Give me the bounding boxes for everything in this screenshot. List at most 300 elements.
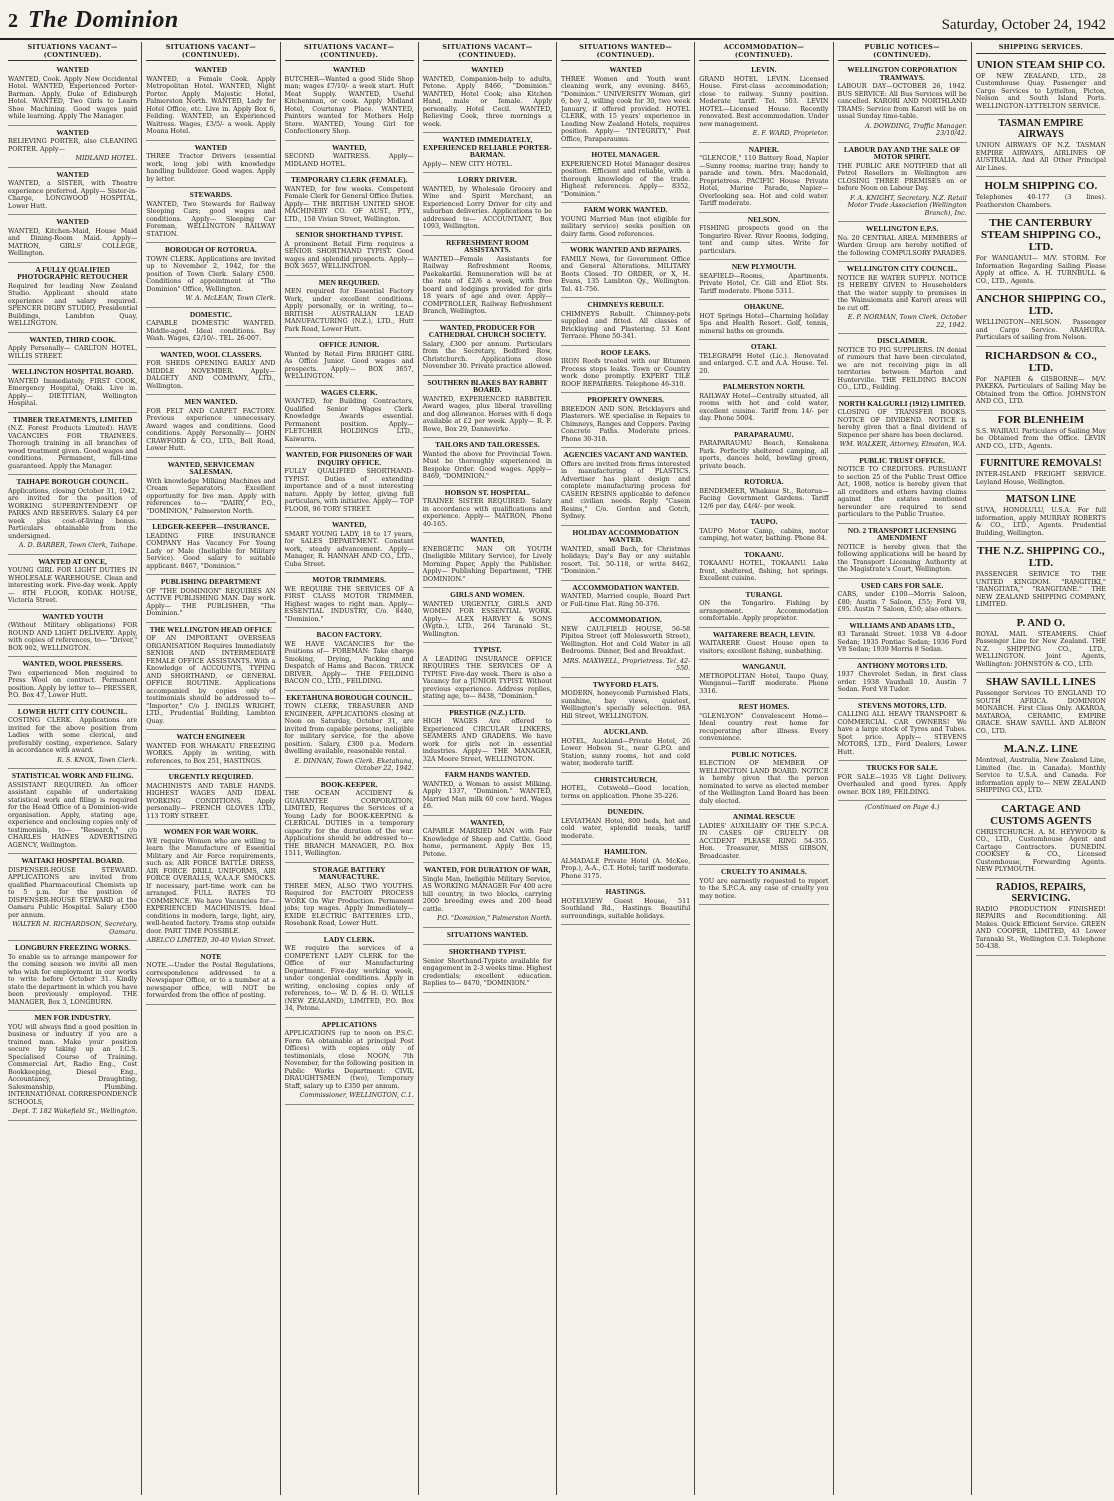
ad-headline: NOTE xyxy=(200,951,222,961)
ad-headline: RADIOS, REPAIRS, SERVICING. xyxy=(996,881,1086,904)
classified-ad xyxy=(146,770,275,825)
ad-body: WANTED—Female Assistants for Railway Refreshment Rooms, Paekakariki. Remuneration will be at the rate of £2/6 a week, with free board and lodgings provided for girls 18 years of age and over. Apply— COMPTROLLER, Railway Refreshment Branch, Wellington. xyxy=(422,254,552,315)
ad-body: WE require the services of a COMPETENT LADY CLERK for the Office of our Manufacturing Department. Five-day working week, under congenial conditions. Apply in writing, enclosing copies only of references, to— W. D. & H. O. WILLS (NEW ZEALAND), LIMITED, P.O. Box 34, Petone. xyxy=(284,944,414,1012)
ad-headline: BOROUGH OF ROTORUA. xyxy=(164,245,257,254)
ad-headline: HOBSON ST. HOSPITAL. xyxy=(444,487,530,497)
ad-headline: FARM WORK WANTED. xyxy=(583,205,668,214)
ad-body: YOUNG Married Man (not eligible for military service) seeks position on dairy farm. Good references. xyxy=(561,214,691,238)
ad-signature: ABELCO LIMITED, 30-40 Vivian Street. xyxy=(146,936,276,944)
ad-body: ASSISTANT REQUIRED. An officer assistant capable of undertaking statistical work and filing is required for the Head Office of a Dominion-wide organisation. Apply, stating age, experience and enclosing copies only of testimonials, to— "Research," c/o CHARLES HAINES ADVERTISING AGENCY, Wellington. xyxy=(8,780,138,849)
classified-ad xyxy=(699,700,828,748)
ad-headline: TYPIST. xyxy=(473,645,502,654)
classified-ad xyxy=(976,347,1106,411)
ad-headline: SITUATIONS WANTED. xyxy=(446,929,528,939)
ad-signature: W. A. McLEAN, Town Clerk. xyxy=(185,294,276,302)
ad-body: (N.Z. Forest Products Limited). HAVE VACANCIES FOR TRAINEES. Thorough training in all branches of wood treatment given. Good wages and conditions. Permanent, full-time guaranteed. Apply the Manager. xyxy=(8,424,138,470)
classified-ad xyxy=(838,659,967,699)
ad-body: PARAPARAUMU Beach, Kenakena Park. Perfectly sheltered camping, all sports, dances held, bowling green, private beach. xyxy=(699,439,829,470)
classified-ad xyxy=(146,308,275,348)
ad-signature: F. A. KNIGHT, Secretary. N.Z. Retail Motor Trade Association (Wellington Branch), Inc. xyxy=(847,193,967,217)
classified-ad xyxy=(561,725,690,773)
classified-ad xyxy=(146,141,275,189)
ad-headline: MATSON LINE xyxy=(1005,494,1076,505)
ad-body: WELLINGTON—NELSON. Passenger and Cargo Service. ARAHURA. Particulars of sailing from Nelson. xyxy=(975,318,1106,341)
column-5 xyxy=(557,42,695,1495)
ad-body: TAUPO Motor Camp, cabins, motor camping, hot water, bathing. Phone 84. xyxy=(699,526,829,542)
ad-signature: E. P. NORMAN, Town Clerk. October 22, 1942. xyxy=(847,313,967,329)
ad-body: LADIES' AUXILIARY OF THE S.P.C.A. IN CASES OF CRUELTY OR ACCIDENT PLEASE RING 54-355. Hon. Treasurer, MISS GIBSON, Broadcaster. xyxy=(699,821,829,860)
ad-headline: MEN REQUIRED. xyxy=(318,277,380,287)
classified-ad xyxy=(146,458,275,521)
classified-ad xyxy=(976,177,1106,214)
ad-headline: PROPERTY OWNERS. xyxy=(587,395,664,404)
ad-headline: TIMBER TREATMENTS, LIMITED xyxy=(12,414,133,424)
classified-ad xyxy=(838,63,967,143)
column-2 xyxy=(142,42,280,1495)
classified-ad xyxy=(423,945,552,993)
ad-body: CHRISTCHURCH. A. M. HEYWOOD & CO., LTD., Customhouse Agent and Cartage Contractors. DUNEDIN. COOKSEY & CO., Licensed Customhouse, Forwarding Agents. NEW PLYMOUTH. xyxy=(975,827,1106,873)
classified-ad xyxy=(838,699,967,762)
ad-headline: REST HOMES. xyxy=(738,702,790,711)
ad-signature: WM. WALKER, Attorney. Elmaton, W.A. xyxy=(839,440,967,448)
ad-headline: WAITAKI HOSPITAL BOARD. xyxy=(21,856,124,865)
ad-headline: LOWER HUTT CITY COUNCIL. xyxy=(17,706,128,716)
ad-headline: WANTED AT ONCE, xyxy=(38,556,107,566)
ad-body: CHIMNEYS Rebuilt. Chimney-pots supplied and fitted. All classes of Bricklaying and Plastering. 53 Kent Terrace. Phone 50-341. xyxy=(561,309,691,340)
classified-ad xyxy=(423,643,552,706)
ad-headline: WELLINGTON CITY COUNCIL. xyxy=(846,264,958,273)
classified-ad xyxy=(285,573,414,628)
classified-ad xyxy=(146,63,275,141)
classified-ad xyxy=(423,173,552,236)
classified-ad xyxy=(146,730,275,770)
ad-headline: WANTED, SERVICEMAN SALESMAN. xyxy=(167,459,255,476)
ad-body: TOWN CLERK, TREASURER AND ENGINEER. APPLICATIONS closing at Noon on Saturday, October 31, are invited from capable persons, ineligible for military service, for the above position. Salary, £300 p.a. Modern dwelling available, reasonable rental. xyxy=(284,702,414,755)
newspaper-columns xyxy=(0,40,1114,1495)
classified-ad xyxy=(423,816,552,864)
ad-headline: MEN FOR INDUSTRY. xyxy=(34,1013,111,1022)
ad-headline: EKETAHUNA BOROUGH COUNCIL. xyxy=(286,692,412,702)
classified-ad xyxy=(285,863,414,933)
classified-ad xyxy=(976,879,1106,956)
ad-body: With knowledge Milking Machines and Cream Separators. Excellent opportunity for live man. Apply with references to— "DAIRY," P.O., "DOMINION," Palmerston North. xyxy=(146,476,276,515)
ad-headline: NO. 2 TRANSPORT LICENSING AMENDMENT xyxy=(847,525,957,542)
ad-body: MACHINISTS AND TABLE HANDS. HIGHEST WAGES AND IDEAL WORKING CONDITIONS. Apply personally— FRENCH GLOVES LTD., 113 TORY STREET. xyxy=(146,781,276,820)
ad-body: BENDEMEER, Whakaue St., Rotorua—Facing Government Gardens. Tariff 12/6 per day, £4/4/- per week. xyxy=(699,486,829,510)
ad-signature: E. DINNAN, Town Clerk. Eketahuna, October 22, 1942. xyxy=(294,756,414,772)
ad-signature: MIDLAND HOTEL. xyxy=(75,154,138,162)
classified-ad xyxy=(838,222,967,262)
ad-headline: THE CANTERBURY STEAM SHIPPING CO., LTD. xyxy=(980,217,1101,253)
ad-headline: ROTORUA. xyxy=(744,477,784,486)
ad-headline: LADY CLERK. xyxy=(323,934,375,944)
ad-body: A LEADING INSURANCE OFFICE REQUIRES THE SERVICES OF A TYPIST. Five-day week. There is also a Vacancy for a JUNIOR TYPIST. Without previous experience. Address replies, stating age, to— 8438, "Dominion." xyxy=(422,654,552,700)
ad-body: CLOSING OF TRANSFER BOOKS. NOTICE OF DIVIDEND. NOTICE is hereby given that a final dividend of Sixpence per share has been declared. xyxy=(837,408,967,439)
ad-headline: WANTED, WOOL PRESSERS. xyxy=(22,659,123,668)
classified-ad xyxy=(838,262,967,334)
ad-body: WANTED, Kitchen-Maid, House Maid and Dining-Room Maid. Apply— MATRON, GIRLS' COLLEGE, Wellington. xyxy=(8,226,138,257)
ad-headline: TAUPO. xyxy=(750,517,778,526)
column-heading: SHIPPING SERVICES. xyxy=(976,42,1106,54)
ad-headline: WELLINGTON E.P.S. xyxy=(865,224,939,233)
ad-body: Wanted by Retail Firm BRIGHT GIRL As Office Junior. Good wages and prospects. Apply— BOX 3657, WELLINGTON. xyxy=(284,349,414,380)
ad-body: CALLING ALL HEAVY TRANSPORT & COMMERCIAL CAR OWNERS! We have a large stock of Tyres and Tubes. Spot price. Apply— STEVENS MOTORS, LTD., Ford Dealers, Lower Hutt. xyxy=(837,710,967,756)
ad-headline: WANTED, PRODUCER FOR CATHEDRAL CHURCH SOCIETY. xyxy=(428,322,546,339)
ad-signature: A. D. BARBER, Town Clerk, Taihape. xyxy=(18,541,138,549)
column-8 xyxy=(972,42,1110,1495)
ad-headline: TAILORS AND TAILORESSES. xyxy=(435,440,540,449)
classified-ad xyxy=(699,588,828,628)
ad-body: UNION AIRWAYS OF N.Z. TASMAN EMPIRE AIRWAYS, AIRLINES OF AUSTRALIA. And All Other Principal Air Lines. xyxy=(975,141,1106,172)
ad-headline: TASMAN EMPIRE AIRWAYS xyxy=(998,118,1084,140)
classified-ad xyxy=(976,673,1106,740)
ad-headline: LONGBURN FREEZING WORKS. xyxy=(15,943,131,952)
ad-headline: WANTED xyxy=(194,65,228,74)
classified-ad xyxy=(146,243,275,308)
classified-ad xyxy=(699,748,828,811)
ad-body: CAPABLE DOMESTIC WANTED. Middle-aged. Ideal conditions. Bay Wash. Wages, £2/10/-. TEL. 26-007. xyxy=(146,319,276,342)
column-heading: SITUATIONS VACANT—(CONTINUED). xyxy=(285,42,414,61)
classified-ad xyxy=(561,148,690,203)
ad-headline: TRUCKS FOR SALE. xyxy=(866,763,938,772)
ad-body: SUVA, HONOLULU, U.S.A. For full information, apply MURRAY ROBERTS & CO., LTD., Agents. Prudential Building, Wellington. xyxy=(975,506,1106,537)
ad-headline: WANTED xyxy=(56,65,89,74)
classified-ad xyxy=(285,448,414,518)
ad-body: A prominent Retail Firm requires a SENIOR SHORTHAND TYPIST. Good wages and splendid prospects. Apply— BOX 3657, WELLINGTON. xyxy=(284,239,414,270)
ad-headline: ANIMAL RESCUE xyxy=(732,812,795,821)
ad-body: WANTED, Married couple, Board Part or Full-time Flat. Ring 50-376. xyxy=(561,592,691,608)
ad-body: HOTEL, Cotswold—Good location, terms on application. Phone 35-226. xyxy=(561,784,691,800)
classified-ad xyxy=(423,768,552,816)
ad-headline: WAGES CLERK. xyxy=(320,387,378,397)
classified-ad xyxy=(285,628,414,691)
ad-body: ON the Tongariro. Fishing by arrangement. Accommodation comfortable. Apply proprietor. xyxy=(699,599,829,622)
ad-headline: SHORTHAND TYPIST. xyxy=(448,947,526,956)
ad-body: TRAINEE SISTER REQUIRED. Salary in accordance with qualifications and experience. Apply— MATRON, Phone 40-165. xyxy=(422,497,552,528)
ad-body: Senior Shorthand-Typiste available for engagement in 2-3 weeks time. Highest credentials; excellent education. Replies to— 8470, "DOMINION." xyxy=(422,956,552,987)
ad-body: FULLY QUALIFIED SHORTHAND-TYPIST. Duties of extending importance and of a most interesting nature. Apply by letter, giving full particulars, with initiative. Apply— TOP FLOOR, 96 TORY STREET. xyxy=(284,467,414,513)
ad-headline: WANTED xyxy=(194,142,228,152)
ad-body: RADIO PRODUCTION FINISHED! REPAIRS and Reconditioning. All Makes. Quick Efficient Service. GREEN AND COOPER, LIMITED, 43 Lower Taranaki St., Wellington C.3. Telephone 50-438. xyxy=(975,904,1106,950)
ad-headline: UNION STEAM SHIP CO. xyxy=(976,58,1106,71)
ad-headline: HOLIDAY ACCOMMODATION WANTED. xyxy=(572,527,679,544)
ad-body: TOKAANU HOTEL, TOKAANU. Lake front, sheltered, fishing, hot springs. Excellent cuisine. xyxy=(699,559,829,582)
ad-body: NOTICE TO PIG SUPPLIERS. IN denial of rumours that have been circulated, we are not receiving pigs in all territories between Marton and Hunterville. THE FEILDING BACON CO., LTD., Feilding. xyxy=(837,345,967,391)
classified-ad xyxy=(838,619,967,659)
ad-headline: SOUTHERN BLAKES BAY RABBIT BOARD. xyxy=(427,377,548,394)
ad-body: BUTCHER—Wanted a good Slide Shop man; wages £7/10/- a week start. Hutt Meat Supply. WANTED, Useful Kitchenman, or cook. Apply Midland Hotel, Courtenay Place. WANTED, Painters wanted for Mothers Help Store. WANTED, Young Girl for Confectionery Shop. xyxy=(284,74,414,135)
classified-ad xyxy=(976,411,1106,456)
ad-headline: M.A.N.Z. LINE xyxy=(1003,743,1078,755)
ad-body: "GLENLYON" Convalescent Home—Ideal country rest home for recuperating after illness. Every convenience. xyxy=(699,711,829,742)
ad-headline: WANTED, WOOL CLASSERS. xyxy=(160,349,262,359)
ad-body: WE REQUIRE THE SERVICES OF A FIRST CLASS MOTOR TRIMMER. Highest wages to right man. Apply— ESSENTIAL INDUSTRY, C/o. 8440, "Dominion." xyxy=(284,584,414,623)
ad-headline: ROOF LEAKS. xyxy=(600,347,651,357)
classified-ad xyxy=(146,825,275,950)
ad-headline: HOLM SHIPPING CO. xyxy=(984,180,1098,192)
ad-body: METROPOLITAN Hotel, Taupo Quay, Wanganui—Tariff moderate. Phone 3316. xyxy=(699,671,829,695)
ad-headline: WANTED IMMEDIATELY, EXPERIENCED RELIABLE PORTER-BARMAN. xyxy=(423,135,552,159)
classified-ad xyxy=(838,761,967,801)
column-heading: SITUATIONS WANTED—(CONTINUED). xyxy=(561,42,690,61)
newspaper-title: The Dominion xyxy=(28,7,179,33)
masthead xyxy=(0,0,1114,40)
classified-ad xyxy=(561,298,690,346)
ad-body: Two experienced Men required to Press Wool on contract. Permanent position. Apply by letter to— PRESSER, P.O. Box 47, Lower Hutt. xyxy=(8,668,138,699)
classified-ad xyxy=(561,678,690,726)
ad-body: NEW CAULFIELD HOUSE, 56-58 Pipitea Street (off Molesworth Street), Wellington. Hot and Cold Water in all Bedrooms. Dinner, Bed and Breakfast. xyxy=(561,624,691,655)
ad-headline: PALMERSTON NORTH. xyxy=(722,382,805,391)
classified-ad xyxy=(976,290,1106,347)
classified-ad xyxy=(285,63,414,141)
classified-ad xyxy=(561,346,690,394)
ad-headline: NAPIER. xyxy=(748,144,779,154)
classified-ad xyxy=(976,740,1106,800)
classified-ad xyxy=(8,854,137,941)
ad-headline: OHAKUNE. xyxy=(743,302,784,311)
ad-headline: WANTED, xyxy=(331,520,367,529)
classified-ad xyxy=(8,63,137,126)
ad-headline: DUNEDIN. xyxy=(607,807,644,816)
classified-ad xyxy=(699,380,828,428)
classified-ad xyxy=(8,1011,137,1121)
ad-body: WE require Women who are willing to learn the Manufacture of Essential Military and Air Force requirements, such as: AIR FORCE BATTLE DRESS, AIR FORCE DRILL UNIFORMS, AIR FORCE OVERALLS, W.A.A.F. SMOCKS. If necessary, part-time work can be arranged. FULL RATES TO COMMENCE. We have Vacancies for— EXPERIENCED MACHINISTS. Ideal conditions in modern, large, light, airy, well-heated factory. Trams stop outside door. PART TIME POSSIBLE. xyxy=(146,836,276,935)
ad-headline: PUBLIC TRUST OFFICE. xyxy=(859,455,945,465)
classified-ad xyxy=(561,581,690,614)
ad-headline: CRUELTY TO ANIMALS. xyxy=(721,867,807,876)
continued-note: (Continued on Page 4.) xyxy=(864,803,940,811)
classified-ad xyxy=(8,769,137,854)
ad-body: (Without Military obligations) FOR ROUND AND LIGHT DELIVERY. Apply, with copies of references, to— "Driver," BOX 902, WELLINGTON. xyxy=(8,621,138,652)
ad-headline: SHAW SAVILL LINES xyxy=(986,676,1096,688)
classified-ad xyxy=(976,800,1106,879)
ad-headline: WANTED, xyxy=(331,142,367,152)
ad-body: THE PUBLIC ARE NOTIFIED that all Petrol Resellers in Wellington are CLOSING THREE PREMISES on or before Noon on Labour Day. xyxy=(837,161,967,192)
classified-ad xyxy=(285,778,414,863)
classified-ad xyxy=(699,515,828,548)
ad-headline: FARM HANDS WANTED. xyxy=(444,770,531,779)
ad-headline: WORK WANTED AND REPAIRS. xyxy=(569,245,682,254)
ad-body: WANTED URGENTLY, GIRLS AND WOMEN FOR ESSENTIAL WORK. Apply— ALEX HARVEY & SONS (Wgtn.), LTD., 264 Taranaki St., Wellington. xyxy=(422,599,552,638)
ad-headline: NEW PLYMOUTH. xyxy=(731,262,796,271)
ad-body: Offers are invited from firms interested in manufacturing of PLASTICS. Advertiser has plant design and complete manufacturing process for CASEIN RESINS applicable to defence and civilian needs. Reply "Casein Resins," C/o. Gordon and Gotch, Sydney. xyxy=(561,459,691,520)
ad-headline: SENIOR SHORTHAND TYPIST. xyxy=(295,230,403,239)
classified-ad xyxy=(423,863,552,928)
ad-headline: PRESTIGE (N.Z.) LTD. xyxy=(449,707,526,717)
classified-ad xyxy=(8,365,137,413)
classified-ad xyxy=(285,173,414,228)
classified-ad xyxy=(699,63,828,143)
classified-ad xyxy=(8,168,137,216)
ad-body: Single Man, Ineligible Military Service, AS WORKING MANAGER For 400 acre hill country, in two blocks, carrying 2000 breeding ewes and 200 head cattle. xyxy=(422,874,552,913)
classified-ad xyxy=(561,393,690,448)
ad-body: WANTED, for few weeks. Competent Female Clerk for General Office Duties. Apply— THE BRITISH UNITED SHOE MACHINERY CO. OF AUST., PTY., LTD., 158 Vivian Street, Wellington. xyxy=(284,184,414,223)
classified-ad xyxy=(285,276,414,339)
column-heading: PUBLIC NOTICES—(CONTINUED). xyxy=(838,42,967,61)
ad-body: WANTED FOR WHAKATU FREEZING WORKS. Apply in writing, with references, to Box 251, HASTINGS. xyxy=(146,741,276,765)
classified-ad xyxy=(285,386,414,449)
classified-ad xyxy=(285,691,414,778)
ad-headline: STATISTICAL WORK AND FILING. xyxy=(11,771,134,780)
ad-body: NOTICE is hereby given that the following applications will be heard by the Transport Licensing Authority at the Magistrate's Court, Wellington. xyxy=(837,542,967,573)
ad-headline: WELLINGTON HOSPITAL BOARD. xyxy=(11,367,134,376)
ad-headline: MOTOR TRIMMERS. xyxy=(312,575,386,584)
ad-headline: CHRISTCHURCH. xyxy=(594,774,658,784)
ad-headline: WANTED, xyxy=(470,817,505,827)
ad-headline: REFRESHMENT ROOM ASSISTANTS. xyxy=(446,237,529,254)
ad-body: Wanted the above for Provincial Town. Must be thoroughly experienced in Bespoke Order. Good wages. Apply— 8469, "DOMINION." xyxy=(422,449,552,480)
ad-headline: WAITARERE BEACH, LEVIN. xyxy=(712,629,815,639)
ad-body: IRON Roofs treated with our Bitumen Process stops leaks. Town or Country work done promptly. EXPERT TILE ROOF REPAIRERS. Telephone 46-310. xyxy=(561,357,691,388)
ad-body: ELECTION OF MEMBER OF WELLINGTON LAND BOARD. NOTICE is hereby given that the person nominated to serve as elected member of the Wellington Land Board has been duly elected. xyxy=(699,759,829,805)
ad-body: THE OCEAN ACCIDENT & GUARANTEE CORPORATION, LIMITED, Requires the Services of a Young Lady for BOOK-KEEPING & CLERICAL DUTIES in a temporary capacity for the duration of the war. Applications should be addressed to— THE BRANCH MANAGER, P.O. Box 1511, Wellington. xyxy=(284,789,414,857)
ad-body: NOTICE TO CREDITORS. PURSUANT to section 25 of the Public Trust Office Act, 1908, notice is hereby given that all creditors and others having claims against the estates mentioned hereunder are required to send particulars to the Public Trustee. xyxy=(837,465,967,518)
classified-ad xyxy=(146,575,275,623)
classified-ad xyxy=(976,56,1106,116)
ad-body: 1937 Chevrolet Sedan, in first class order. 1938 Vauxhall 10. Austin 7 Sedan. Ford V8 Tudor. xyxy=(837,670,967,693)
classified-ad xyxy=(8,705,137,770)
classified-ad xyxy=(8,610,137,658)
ad-headline: NELSON. xyxy=(747,214,780,224)
ad-body: YOUNG GIRL FOR LIGHT DUTIES IN WHOLESALE WAREHOUSE. Clean and interesting work. Five-day week. Apply— 8TH FLOOR, KODAK HOUSE, Victoria Street. xyxy=(8,566,138,604)
ad-body: FISHING prospects good on the Tongariro River. River Rooms, lodging, tent and camp sites. Write for particulars. xyxy=(699,224,829,255)
classified-ad xyxy=(699,865,828,905)
ad-body: LABOUR DAY—OCTOBER 26, 1942. BUS SERVICE: All Bus Services will be cancelled. KARORI AND NORTHLAND TRAMS: Service from Karori will be on usual Sunday time-table. xyxy=(837,82,967,120)
ad-headline: APPLICATIONS xyxy=(321,1019,377,1029)
ad-headline: LORRY DRIVER. xyxy=(457,175,517,184)
classified-ad xyxy=(976,614,1106,674)
classified-ad xyxy=(561,63,690,148)
ad-body: OF "THE DOMINION" REQUIRES AN ACTIVE PUBLISHING MAN. Day work. Apply— THE PUBLISHER, "The Dominion." xyxy=(146,586,276,617)
ad-headline: FOR BLENHEIM xyxy=(997,413,1085,426)
classified-ad xyxy=(8,475,137,555)
ad-body: WANTED, EXPERIENCED RABBITER. Award wages, plus liberal travelling and dog allowance. Horses with 6 dogs available at £2 per week. Apply— R. F. Rowe, Box 29, Dannevirke. xyxy=(422,394,552,433)
classified-ad xyxy=(8,555,137,610)
classified-ad xyxy=(423,706,552,769)
classified-ad xyxy=(561,773,690,806)
ad-headline: HAMILTON. xyxy=(604,847,648,856)
classified-ad xyxy=(146,348,275,396)
classified-ad xyxy=(561,448,690,526)
column-7 xyxy=(834,42,972,1495)
ad-headline: CARTAGE AND CUSTOMS AGENTS xyxy=(990,802,1092,827)
ad-headline: WANTED, FOR PRISONERS OF WAR INQUIRY OFFICE. xyxy=(285,450,413,467)
classified-ad xyxy=(699,628,828,661)
classified-ad xyxy=(699,340,828,380)
masthead-left xyxy=(8,7,179,34)
ad-body: TOWN CLERK. Applications are invited up to November 2, 1942, for the position of Town Clerk. Salary £500. Conditions of appointment at "The Dominion" Office, Wellington. xyxy=(146,254,276,293)
ad-body: HOTELVIEW Guest House, 511 Southland Rd., Hastings. Beautiful surroundings, suitable holidays. xyxy=(561,896,691,920)
issue-date: Saturday, October 24, 1942 xyxy=(941,17,1106,33)
classified-ad xyxy=(976,542,1106,614)
ad-headline: WANTED xyxy=(471,65,504,74)
ad-body: WANTED, for Building Contractors, Qualified Senior Wages Clerk. Knowledge Awards essential. Permanent position. Apply— FLETCHER HOLDINGS LTD., Kaiwarra. xyxy=(284,397,414,443)
ad-headline: URGENTLY REQUIRED. xyxy=(168,772,254,781)
ad-headline: P. AND O. xyxy=(1016,616,1066,629)
classified-ad xyxy=(699,548,828,588)
ad-headline: TOKAANU. xyxy=(744,549,784,559)
ad-body: OF NEW ZEALAND, LTD., 28 Customhouse Quay. Passenger and Cargo Services to Lyttelton, Picton, Nelson and South Island Ports. WELLINGTON-LYTTELTON SERVICE. xyxy=(975,71,1106,110)
ad-signature: P.O. "Dominion," Palmerston North. xyxy=(437,914,552,922)
ad-headline: STEWARDS. xyxy=(189,190,233,199)
classified-ad xyxy=(8,215,137,263)
classified-ad xyxy=(423,928,552,946)
ad-body: TELEGRAPH Hotel (Lic.). Renovated and enlarged. C.T. and A.A. House. Tel. 20. xyxy=(699,351,829,375)
ad-headline: DISCLAIMER. xyxy=(877,336,928,345)
classified-ad xyxy=(561,203,690,243)
classified-ad xyxy=(285,338,414,386)
ad-headline: WILLIAMS AND ADAMS LTD., xyxy=(849,620,955,630)
ad-body: To enable us to arrange manpower for the coming season we invite all men who wish for employment in our works to write before October 31. Kindly state the department in which you have been previously employed. THE MANAGER, Box 3, LONGBURN. xyxy=(8,952,138,1006)
classified-ad xyxy=(699,810,828,865)
ad-body: WANTED, by Wholesale Grocery and Wine and Spirit Merchant, an Experienced Lorry Driver for city and suburban deliveries. Applications to be addressed to— ACCOUNTANT, Box 1093, Wellington. xyxy=(422,184,552,230)
ad-body: DISPENSER-HOUSE STEWARD. APPLICATIONS are invited from qualified Pharmaceutical Chemists up to 5 p.m. for the position of DISPENSER-HOUSE STEWARD at the Oamaru Public Hospital. Salary £500 per annum. xyxy=(8,865,138,919)
ad-headline: WANTED, FOR DURATION OF WAR, xyxy=(424,865,551,874)
classified-ad xyxy=(423,236,552,321)
ad-body: Apply— NEW CITY HOTEL. xyxy=(422,159,513,168)
ad-body: Passenger Services TO ENGLAND TO SOUTH AFRICA. DOMINION MONARCH. First Class Only. AKAROA, MATAROA, CERAMIC, EMPIRE GRACE. SHAW SAVILL AND ALBION CO., LTD. xyxy=(975,689,1106,735)
classified-ad xyxy=(423,533,552,588)
ad-headline: MEN WANTED. xyxy=(184,397,238,406)
classified-ad xyxy=(285,518,414,573)
classified-ad xyxy=(838,397,967,454)
ad-body: Applications, closing October 31, 1942, are invited for the position of WORKING SUPERINTENDENT OF PARKS AND RESERVES. Salary £4 per week plus cost-of-living bonus. Particulars obtainable from the undersigned. xyxy=(8,486,138,540)
ad-body: For NAPIER & GISBORNE— M/V. PAKEKA. Particulars of Sailing May be Obtained from the Office. JOHNSTON AND CO., LTD. xyxy=(975,374,1106,405)
page-number: 2 xyxy=(8,10,18,32)
classified-ad xyxy=(976,491,1106,542)
ad-body: COSTING CLERK. Applications are invited for the above position from Ladies with some clerical, and preferably costing, experience. Salary in accordance with award. xyxy=(8,716,138,754)
ad-headline: TURANGI. xyxy=(745,589,783,599)
ad-headline: TWYFORD FLATS. xyxy=(592,679,659,689)
ad-body: CARS, under £100—Morris Saloon, £80; Austin 7 Saloon, £55; Ford V8, £95. Austin 7 Saloon, £50; also others. xyxy=(837,590,967,613)
ad-headline: DOMESTIC. xyxy=(189,309,232,319)
ad-body: LEADING FIRE INSURANCE COMPANY Has Vacancy For Young Lady or Male (Ineligible for Military Service). Good salary to suitable applicant. 8467, "Dominion." xyxy=(146,531,276,570)
ad-headline: WANTED xyxy=(332,65,366,74)
ad-signature: WALTER M. RICHARDSON, Secretary. Oamaru. xyxy=(12,920,138,936)
ad-body: YOU will always find a good position in business or industry if you are a trained man. Make your position secure by taking up an I.C.S. Specialised Course of Training. Commercial Art, Radio Eng., Cost Bookkeeping, Diesel Eng., Accountancy, Draughting, Salesmanship, Plumbing. INTERNATIONAL CORRESPONDENCE SCHOOLS, xyxy=(8,1022,138,1106)
ad-headline: A FULLY QUALIFIED PHOTOGRAPHIC RETOUCHER xyxy=(17,264,129,281)
ad-body: INTER-ISLAND FREIGHT SERVICE. Leyland House, Wellington. xyxy=(975,470,1106,486)
ad-signature: MRS. MAXWELL, Proprietress. Tel. 42-550. xyxy=(563,656,691,672)
ad-body: WANTED, Companion-help to adults, Petone. Apply 8466, "Dominion." WANTED, Hotel Cook; also Kitchen Hand, male or female. Apply personally. Hotel Cecil. WANTED, Relieving Cook, three mornings a week. xyxy=(422,74,552,128)
ad-headline: WANTED xyxy=(56,217,89,226)
column-heading: SITUATIONS VACANT—(CONTINUED). xyxy=(423,42,552,61)
ad-body: WANTED, a SISTER, with Theatre experience preferred. Apply— Sister-in-Charge, LONGWOOD HOSPITAL, Lower Hutt. xyxy=(8,179,138,210)
ad-headline: GIRLS AND WOMEN. xyxy=(450,590,525,599)
ad-headline: PUBLISHING DEPARTMENT xyxy=(160,577,261,586)
ad-headline: LABOUR DAY AND THE SALE OF MOTOR SPIRIT. xyxy=(843,144,961,161)
ad-body: EXPERIENCED Hotel Manager desires position. Efficient and reliable, with a thorough knowledge of the trade. Highest references. Apply— 8352, "Dominion." xyxy=(561,159,691,198)
ad-body: WAITARERE Guest House open to visitors; excellent fishing, sunbathing. xyxy=(699,639,829,655)
ad-body: ALMADALE Private Hotel (A. McKee, Prop.), A-A., C.T. Hotel; tariff moderate. Phone 3175. xyxy=(561,856,691,880)
classified-ad xyxy=(146,520,275,575)
ad-headline: WANGANUI. xyxy=(742,662,786,671)
ad-headline: NORTH KALGURLI (1912) LIMITED. xyxy=(838,398,966,408)
ad-body: WANTED Immediately, FIRST COOK, Emergency Hospital, Otaki. Live in. Apply— DIETITIAN, Wellington Hospital. xyxy=(8,376,138,407)
ad-headline: ANCHOR SHIPPING CO., LTD. xyxy=(976,293,1106,317)
classified-ad xyxy=(699,475,828,515)
ad-headline: THE WELLINGTON HEAD OFFICE xyxy=(149,624,273,634)
ad-headline: PUBLIC NOTICES. xyxy=(731,749,797,759)
classified-ad xyxy=(8,657,137,705)
ad-body: Required for leading New Zealand Studio. Applicant should state experience and salary required. SPENCER DIGBY STUDIO, Presidential Buildings, Lambton Quay, WELLINGTON. xyxy=(8,281,138,327)
ad-body: WANTED, a Woman to assist Milking. Apply 1337, "Dominion." WANTED, Married Man milk 60 cow herd. Wages £6. xyxy=(422,779,552,810)
ad-headline: WANTED, xyxy=(470,535,505,544)
ad-headline: OTAKI. xyxy=(750,342,777,351)
classified-ad xyxy=(699,260,828,300)
classified-ad xyxy=(699,428,828,476)
ad-body: OF AN IMPORTANT OVERSEAS ORGANISATION Requires Immediately SENIOR AND INTERMEDIATE FEMALE OFFICE ASSISTANTS. With a Knowledge of ACCOUNTS, TYPING AND SHORTHAND, or GENERAL OFFICE ROUTINE. Applications accompanied by copies only of testimonials should be addressed to— "Importer," C/o J. INGLIS WRIGHT, LTD., Prudential Building, Lambton Quay. xyxy=(146,634,276,725)
